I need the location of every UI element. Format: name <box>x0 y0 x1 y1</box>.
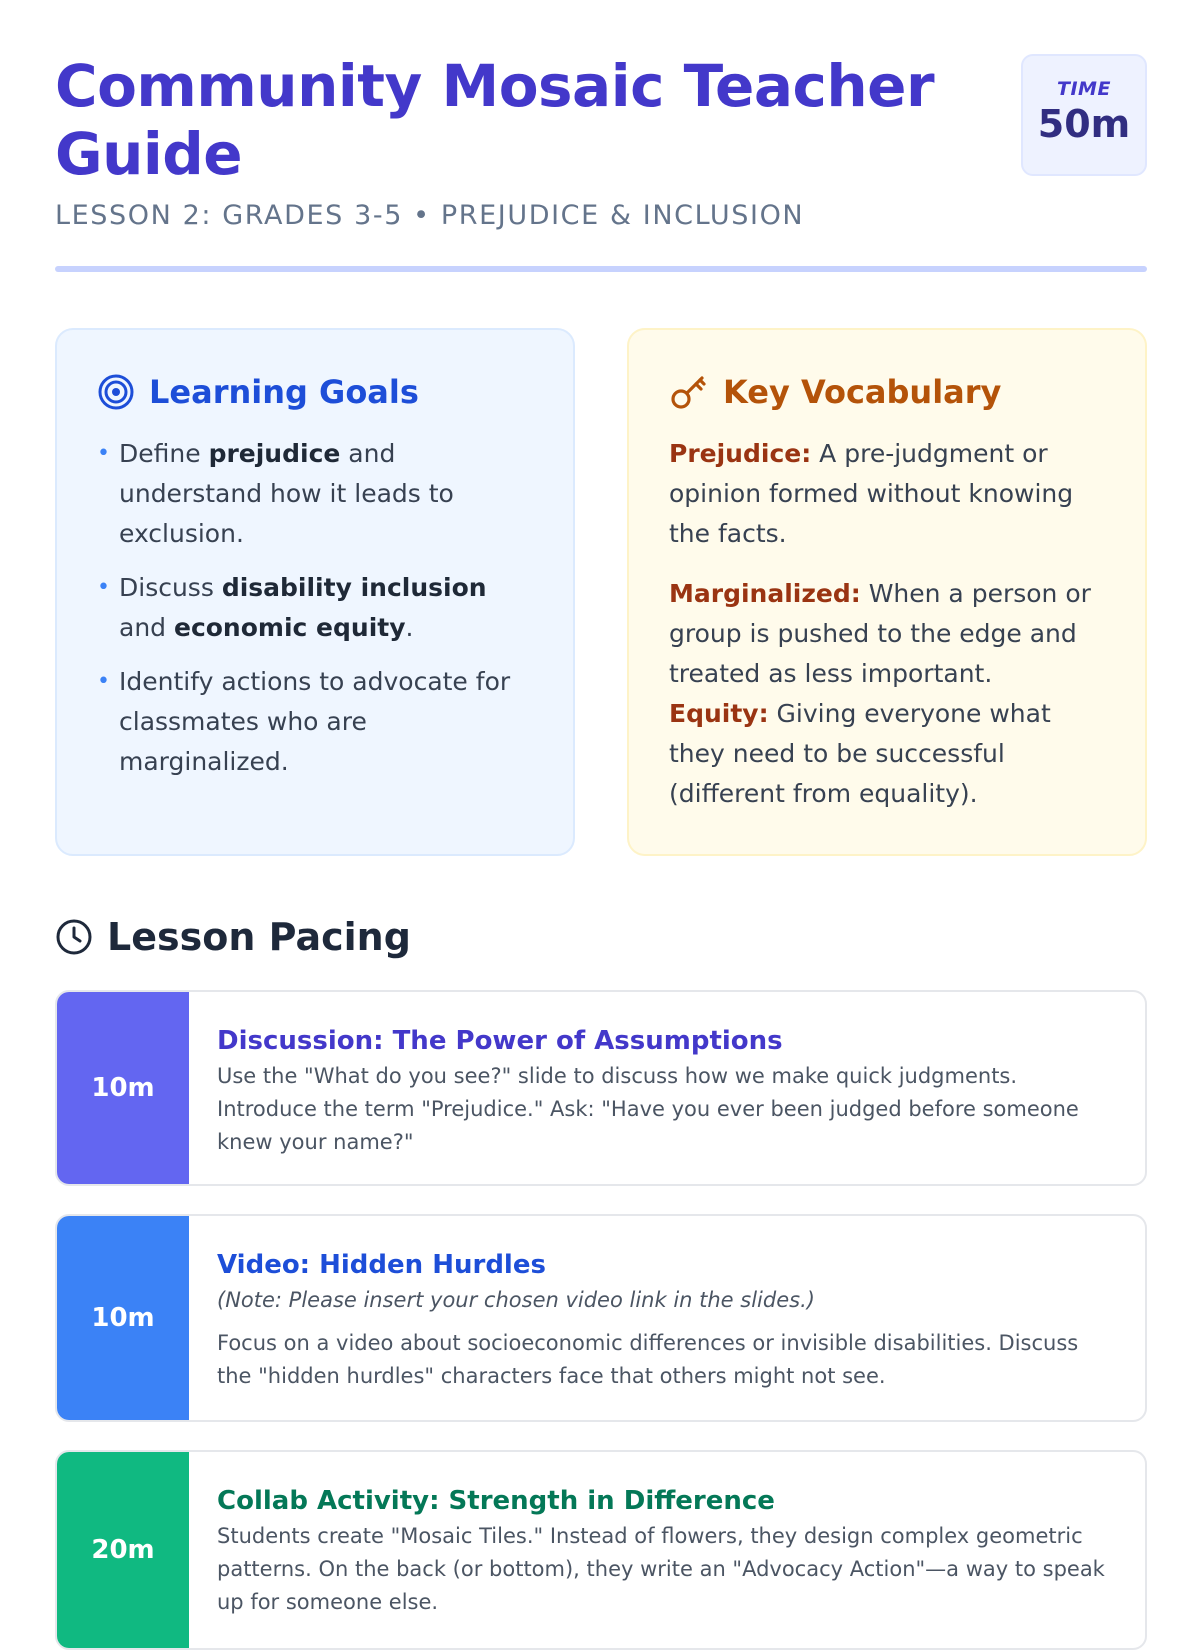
goal-text: Discuss <box>119 573 222 602</box>
goal-item <box>97 568 533 648</box>
vocab-term: Equity: <box>669 699 769 728</box>
goal-text: and understand how it leads to exclusion. <box>119 439 454 548</box>
overview-cards <box>55 328 1147 858</box>
pacing-duration: 10m <box>57 1216 189 1420</box>
goal-item <box>97 662 533 782</box>
pacing-item-text: Focus on a video about socioeconomic differences or invisible disabilities. Discuss the "hidden hurdles" characters face that others might not see. <box>217 1331 1079 1388</box>
goal-list <box>97 434 533 782</box>
vocab-term: Prejudice: <box>669 439 812 468</box>
goal-keyword: economic equity <box>173 613 406 642</box>
vocab-entry <box>669 434 1105 554</box>
pacing-duration: 20m <box>57 1452 189 1648</box>
pacing-body <box>189 1452 1145 1648</box>
time-label: TIME <box>1057 78 1111 100</box>
goal-text: Identify actions to advocate for classmates who are marginalized. <box>119 667 511 776</box>
learning-goals-header <box>97 368 533 416</box>
lesson-subtitle: LESSON 2: GRADES 3-5 • PREJUDICE & INCLUSION <box>55 200 805 231</box>
pacing-item-title: Video: Hidden Hurdles <box>217 1250 546 1280</box>
vocab-entry <box>669 574 1105 694</box>
pacing-item <box>55 1450 1147 1650</box>
goal-item <box>97 434 533 554</box>
pacing-body <box>189 992 1145 1184</box>
pacing-item-title: Collab Activity: Strength in Difference <box>217 1486 775 1516</box>
goal-text: Define <box>119 439 209 468</box>
clock-icon <box>55 918 93 956</box>
vocab-definition: When a person or group is pushed to the edge and treated as less important. <box>669 579 1091 688</box>
vocab-entry <box>669 694 1105 814</box>
header <box>55 0 1147 276</box>
pacing-item-note: (Note: Please insert your chosen video link in the slides.) <box>217 1288 815 1312</box>
goal-text: and <box>119 613 174 642</box>
goal-text: . <box>405 613 414 642</box>
key-icon <box>669 372 709 412</box>
pacing-item-text: Students create "Mosaic Tiles." Instead of flowers, they design complex geometric patterns. On the back (or bottom), they write an "Advocacy Action"—a way to speak up for someone else. <box>217 1524 1105 1614</box>
lesson-pacing-header <box>55 912 411 962</box>
vocab-definition: A pre-judgment or opinion formed without knowing the facts. <box>669 439 1074 548</box>
pacing-item-text: Use the "What do you see?" slide to discuss how we make quick judgments. Introduce the term "Prejudice." Ask: "Have you ever been judged before someone knew your name?" <box>217 1064 1079 1154</box>
page-title: Community Mosaic Teacher Guide <box>55 52 935 188</box>
header-divider <box>55 266 1147 272</box>
pacing-item <box>55 1214 1147 1422</box>
lesson-pacing-title: Lesson Pacing <box>107 915 411 959</box>
learning-goals-title: Learning Goals <box>149 373 419 411</box>
time-value: 50m <box>1037 102 1131 146</box>
vocab-term: Marginalized: <box>669 579 861 608</box>
time-badge <box>1021 54 1147 176</box>
vocab-definition: Giving everyone what they need to be successful (different from equality). <box>669 699 1051 808</box>
goal-keyword: prejudice <box>208 439 341 468</box>
key-vocabulary-card <box>627 328 1147 856</box>
learning-goals-card <box>55 328 575 856</box>
key-vocabulary-header <box>669 368 1105 416</box>
key-vocabulary-title: Key Vocabulary <box>723 373 1002 411</box>
target-icon <box>97 373 135 411</box>
teacher-guide-page <box>55 0 1147 1614</box>
goal-keyword: disability inclusion <box>221 573 487 602</box>
pacing-item <box>55 990 1147 1186</box>
pacing-item-title: Discussion: The Power of Assumptions <box>217 1026 783 1056</box>
pacing-duration: 10m <box>57 992 189 1184</box>
pacing-body <box>189 1216 1145 1420</box>
